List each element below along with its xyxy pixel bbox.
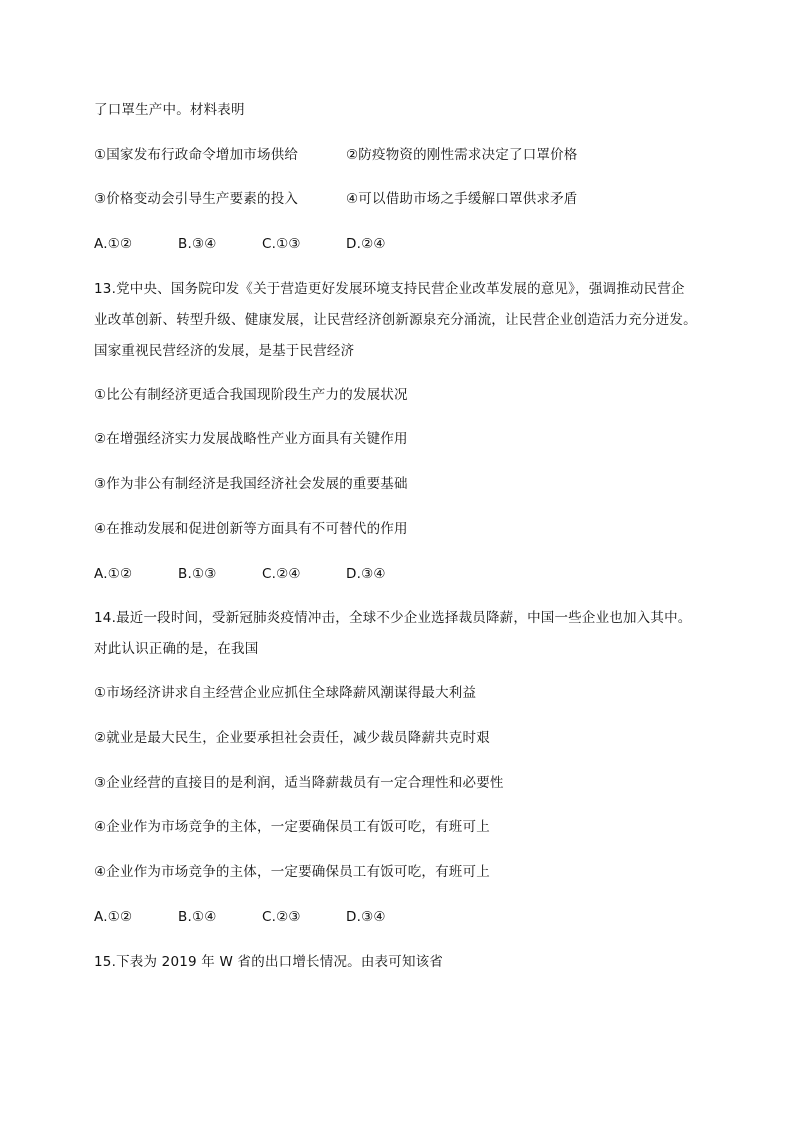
q12-options-row-2 bbox=[94, 189, 578, 209]
q12-option-1: ①国家发布行政命令增加市场供给 bbox=[94, 147, 299, 163]
q13-choice-b: B.①③ bbox=[178, 566, 217, 582]
q12-choice-a: A.①② bbox=[94, 236, 133, 252]
q13-choice-a: A.①② bbox=[94, 566, 133, 582]
q12-options-row-1 bbox=[94, 145, 578, 165]
q14-option-4-duplicate: ④企业作为市场竞争的主体，一定要确保员工有饭可吃，有班可上 bbox=[94, 864, 490, 880]
q15-stem: 15.下表为 2019 年 W 省的出口增长情况。由表可知该省 bbox=[94, 954, 444, 970]
q14-choice-d: D.③④ bbox=[346, 909, 386, 925]
q14-stem-line-2: 对此认识正确的是，在我国 bbox=[94, 641, 259, 657]
q13-choice-d: D.③④ bbox=[346, 566, 386, 582]
q12-option-2: ②防疫物资的刚性需求决定了口罩价格 bbox=[346, 147, 578, 163]
q12-option-4: ④可以借助市场之手缓解口罩供求矛盾 bbox=[346, 191, 578, 207]
q13-option-3: ③作为非公有制经济是我国经济社会发展的重要基础 bbox=[94, 476, 408, 492]
q14-stem-line-1: 14.最近一段时间，受新冠肺炎疫情冲击，全球不少企业选择裁员降薪，中国一些企业也加入其中。 bbox=[94, 610, 692, 626]
q13-choice-c: C.②④ bbox=[262, 566, 301, 582]
q14-choice-a: A.①② bbox=[94, 909, 133, 925]
q13-option-2: ②在增强经济实力发展战略性产业方面具有关键作用 bbox=[94, 431, 408, 447]
q14-option-4: ④企业作为市场竞争的主体，一定要确保员工有饭可吃，有班可上 bbox=[94, 819, 490, 835]
q12-choice-d: D.②④ bbox=[346, 236, 386, 252]
q12-choice-b: B.③④ bbox=[178, 236, 217, 252]
q12-answer-choices bbox=[94, 234, 430, 254]
q12-stem-tail: 了口罩生产中。材料表明 bbox=[94, 102, 245, 118]
q14-choice-c: C.②③ bbox=[262, 909, 301, 925]
q13-answer-choices bbox=[94, 564, 430, 584]
q13-stem-line-3: 国家重视民营经济的发展，是基于民营经济 bbox=[94, 343, 355, 359]
q12-choice-c: C.①③ bbox=[262, 236, 301, 252]
q13-option-4: ④在推动发展和促进创新等方面具有不可替代的作用 bbox=[94, 521, 408, 537]
q14-option-1: ①市场经济讲求自主经营企业应抓住全球降薪风潮谋得最大利益 bbox=[94, 685, 477, 701]
q13-option-1: ①比公有制经济更适合我国现阶段生产力的发展状况 bbox=[94, 387, 408, 403]
q14-answer-choices bbox=[94, 907, 430, 927]
q14-choice-b: B.①④ bbox=[178, 909, 217, 925]
q14-option-2: ②就业是最大民生，企业要承担社会责任，减少裁员降薪共克时艰 bbox=[94, 730, 490, 746]
q14-option-3: ③企业经营的直接目的是利润，适当降薪裁员有一定合理性和必要性 bbox=[94, 775, 504, 791]
q13-stem-line-1: 13.党中央、国务院印发《关于营造更好发展环境支持民营企业改革发展的意见》，强调推动民营企 bbox=[94, 281, 685, 297]
q12-option-3: ③价格变动会引导生产要素的投入 bbox=[94, 191, 299, 207]
q13-stem-line-2: 业改革创新、转型升级、健康发展，让民营经济创新源泉充分涌流，让民营企业创造活力充分迸发。 bbox=[94, 312, 697, 328]
